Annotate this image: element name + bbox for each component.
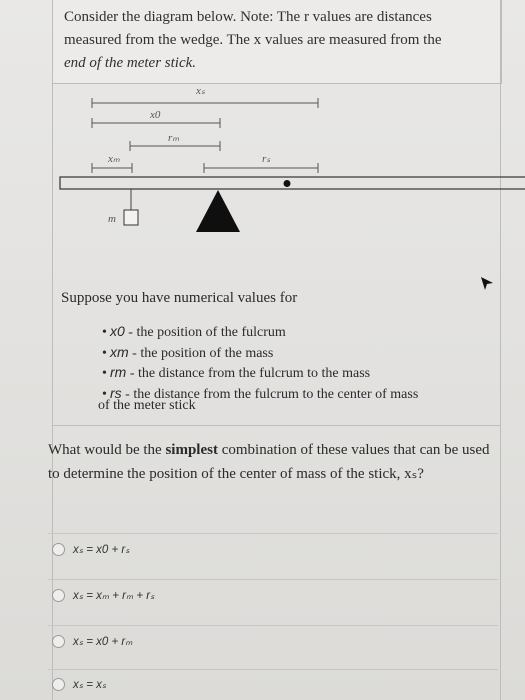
mass-label: m <box>108 213 116 225</box>
bullet-rs: • rs - the distance from the fulcrum to the center of mass <box>102 384 419 402</box>
intro-line-1: Consider the diagram below. Note: The r values are distances <box>64 9 432 25</box>
bullet-x0-text: - the position of the fulcrum <box>124 325 286 340</box>
mass-box <box>124 210 138 225</box>
xm-label: xₘ <box>108 153 120 165</box>
xs-bracket <box>92 98 318 108</box>
question-pre: What would be the <box>48 442 166 458</box>
bullet-x0-symbol: x0 <box>110 323 125 339</box>
bullet-xm-symbol: xm <box>110 343 129 360</box>
option-4[interactable] <box>52 672 106 696</box>
option-1[interactable] <box>52 537 130 561</box>
option-2-radio[interactable] <box>52 589 65 602</box>
bullet-xm-text: - the position of the mass <box>128 345 274 361</box>
bullet-xm: • xm - the position of the mass <box>102 343 274 361</box>
bullet-rm-text: - the distance from the fulcrum to the mass <box>126 366 371 381</box>
question-text <box>48 438 493 486</box>
bullet-list <box>102 322 502 404</box>
options-divider-top <box>48 533 498 534</box>
mouse-cursor-icon <box>480 276 494 292</box>
bullet-continuation: of the meter stick <box>98 398 196 413</box>
option-3-label: xₛ = x0 + rₘ <box>73 636 133 648</box>
section-divider <box>52 425 500 426</box>
option-1-label: xₛ = x0 + rₛ <box>73 544 130 556</box>
option-2-label: xₛ = xₘ + rₘ + rₛ <box>73 590 155 602</box>
options-divider-1 <box>48 579 498 580</box>
option-3-radio[interactable] <box>52 635 65 648</box>
option-3[interactable] <box>52 629 132 653</box>
option-2[interactable] <box>52 583 154 607</box>
bullet-rm-symbol: rm <box>110 364 127 380</box>
intro-line-2: measured from the wedge. The x values are measured from the <box>64 32 442 48</box>
bullet-rs-symbol: rs <box>110 384 122 401</box>
xs-label: xₛ <box>196 85 205 97</box>
rm-label: rₘ <box>168 132 180 144</box>
options-divider-2 <box>48 625 498 626</box>
rs-label: rₛ <box>262 153 271 165</box>
x0-label: x0 <box>150 109 161 121</box>
options-divider-3 <box>48 669 498 670</box>
fulcrum-wedge <box>196 190 240 232</box>
intro-text <box>64 6 494 75</box>
bullet-rm: • rm - the distance from the fulcrum to the mass <box>102 364 371 381</box>
question-post: combination of these values that can be used to determine the position of the center of mass of the stick, xₛ? <box>48 442 490 482</box>
meter-stick <box>60 177 525 189</box>
bullet-x0: • x0 - the position of the fulcrum <box>102 323 286 340</box>
option-4-label: xₛ = xₛ <box>73 679 107 691</box>
option-1-radio[interactable] <box>52 543 65 556</box>
center-of-mass-dot <box>284 180 291 187</box>
option-4-radio[interactable] <box>52 678 65 691</box>
prompt-text: Suppose you have numerical values for <box>61 290 298 306</box>
question-bold: simplest <box>165 442 218 458</box>
bullet-rs-text: - the distance from the fulcrum to the center of mass <box>121 386 419 402</box>
rs-bracket <box>204 163 318 173</box>
intro-line-3 <box>64 52 494 75</box>
lever-diagram <box>0 80 525 250</box>
intro-line-3-italic: end of the meter stick. <box>64 55 197 71</box>
